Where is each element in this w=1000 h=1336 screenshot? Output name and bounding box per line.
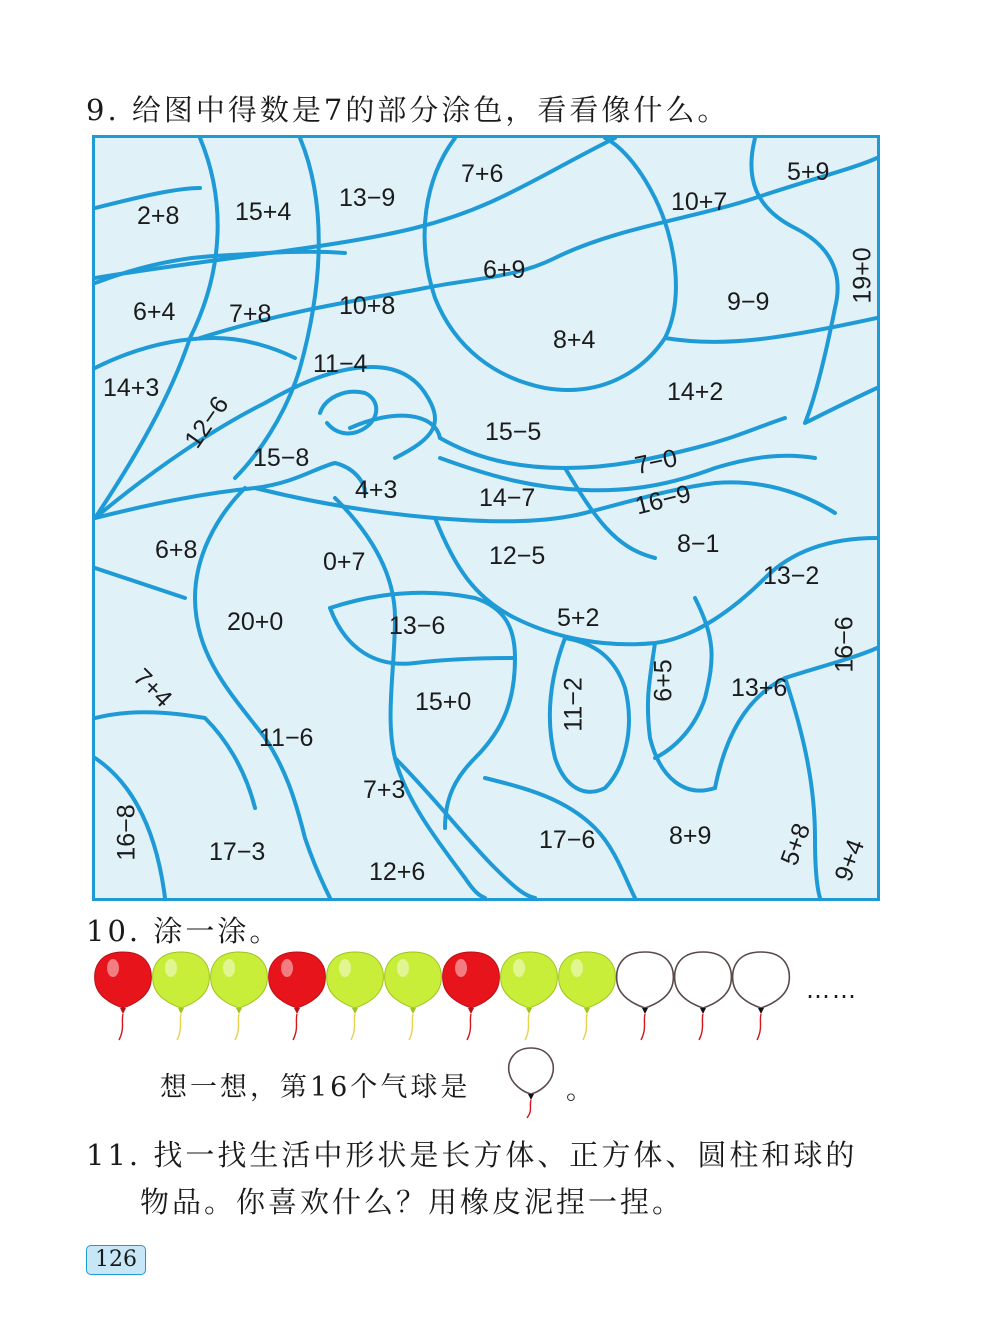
- balloon-yellow-green: [385, 952, 442, 1040]
- puzzle-cell[interactable]: 4+3: [355, 476, 398, 504]
- puzzle-cell[interactable]: 16−6: [830, 616, 859, 673]
- puzzle-cell[interactable]: 16−9: [632, 479, 694, 521]
- puzzle-cell[interactable]: 11−2: [559, 677, 588, 732]
- puzzle-cell[interactable]: 0+7: [323, 548, 366, 576]
- puzzle-cell[interactable]: 9−9: [727, 288, 770, 316]
- puzzle-cell[interactable]: 6+5: [649, 659, 678, 702]
- balloon-yellow-green: [211, 952, 268, 1040]
- question-11-line-2: 物品。你喜欢什么？用橡皮泥捏一捏。: [140, 1185, 685, 1219]
- puzzle-cell[interactable]: 10+8: [339, 292, 396, 320]
- balloon-yellow-green: [153, 952, 210, 1040]
- question-10-title: 10. 涂一涂。: [86, 914, 282, 948]
- think-period: 。: [566, 1075, 593, 1106]
- balloon-yellow-green: [327, 952, 384, 1040]
- puzzle-cell[interactable]: 7+4: [127, 663, 178, 714]
- balloon-red: [269, 952, 326, 1040]
- puzzle-cell[interactable]: 8+4: [553, 326, 596, 354]
- puzzle-cell[interactable]: 7−0: [632, 443, 680, 481]
- question-11-line-1: 11. 找一找生活中形状是长方体、正方体、圆柱和球的: [86, 1138, 858, 1172]
- balloon-red: [443, 952, 500, 1040]
- puzzle-cell[interactable]: 5+8: [775, 819, 817, 870]
- color-by-number-puzzle[interactable]: [92, 135, 880, 901]
- puzzle-cell[interactable]: 6+4: [133, 298, 176, 326]
- puzzle-cell[interactable]: 7+3: [363, 776, 406, 804]
- puzzle-cell[interactable]: 15+4: [235, 198, 292, 226]
- puzzle-cell[interactable]: 12−6: [179, 391, 235, 454]
- puzzle-cell[interactable]: 11−6: [259, 724, 314, 752]
- balloon-blank[interactable]: [617, 952, 674, 1040]
- puzzle-cell[interactable]: 12−5: [489, 542, 546, 570]
- puzzle-cell[interactable]: 6+8: [155, 536, 198, 564]
- sequence-ellipsis: ……: [806, 976, 858, 1004]
- balloon-yellow-green: [501, 952, 558, 1040]
- puzzle-cell[interactable]: 15−8: [253, 444, 310, 472]
- puzzle-cell[interactable]: 8+9: [669, 822, 712, 850]
- puzzle-cell[interactable]: 14+3: [103, 374, 160, 402]
- puzzle-cell[interactable]: 15−5: [485, 418, 542, 446]
- balloon-yellow-green: [559, 952, 616, 1040]
- balloon-blank[interactable]: [733, 952, 790, 1040]
- balloon-sequence: [90, 948, 810, 1048]
- balloon-red: [95, 952, 152, 1040]
- puzzle-cell[interactable]: 5+9: [787, 158, 830, 186]
- puzzle-cell[interactable]: 17−3: [209, 838, 266, 866]
- puzzle-cell[interactable]: 13−6: [389, 612, 446, 640]
- puzzle-cell[interactable]: 19+0: [848, 247, 877, 304]
- puzzle-cell[interactable]: 20+0: [227, 608, 284, 636]
- page-number: 126: [86, 1245, 146, 1275]
- puzzle-cell[interactable]: 16−8: [112, 804, 141, 861]
- puzzle-cell[interactable]: 7+6: [461, 160, 504, 188]
- question-9-title: 9. 给图中得数是7的部分涂色，看看像什么。: [86, 93, 730, 127]
- puzzle-region-lines: [95, 138, 877, 898]
- puzzle-cell[interactable]: 14+2: [667, 378, 724, 406]
- puzzle-cell[interactable]: 12+6: [369, 858, 426, 886]
- puzzle-cell[interactable]: 11−4: [313, 350, 368, 378]
- puzzle-cell[interactable]: 9+4: [829, 835, 871, 886]
- puzzle-cell[interactable]: 5+2: [557, 604, 600, 632]
- puzzle-cell[interactable]: 13+6: [731, 674, 788, 702]
- puzzle-cell[interactable]: 8−1: [677, 530, 720, 558]
- puzzle-cell[interactable]: 13−2: [763, 562, 820, 590]
- balloon-blank[interactable]: [675, 952, 732, 1040]
- puzzle-cell[interactable]: 13−9: [339, 184, 396, 212]
- puzzle-cell[interactable]: 15+0: [415, 688, 472, 716]
- puzzle-cell[interactable]: 7+8: [229, 300, 272, 328]
- think-prompt: 想一想，第16个气球是: [160, 1072, 471, 1103]
- answer-balloon-blank[interactable]: [503, 1044, 559, 1120]
- puzzle-cell[interactable]: 14−7: [479, 484, 536, 512]
- puzzle-cell[interactable]: 10+7: [671, 188, 728, 216]
- puzzle-cell[interactable]: 6+9: [483, 256, 526, 284]
- puzzle-cell[interactable]: 17−6: [539, 826, 596, 854]
- puzzle-cell[interactable]: 2+8: [137, 202, 180, 230]
